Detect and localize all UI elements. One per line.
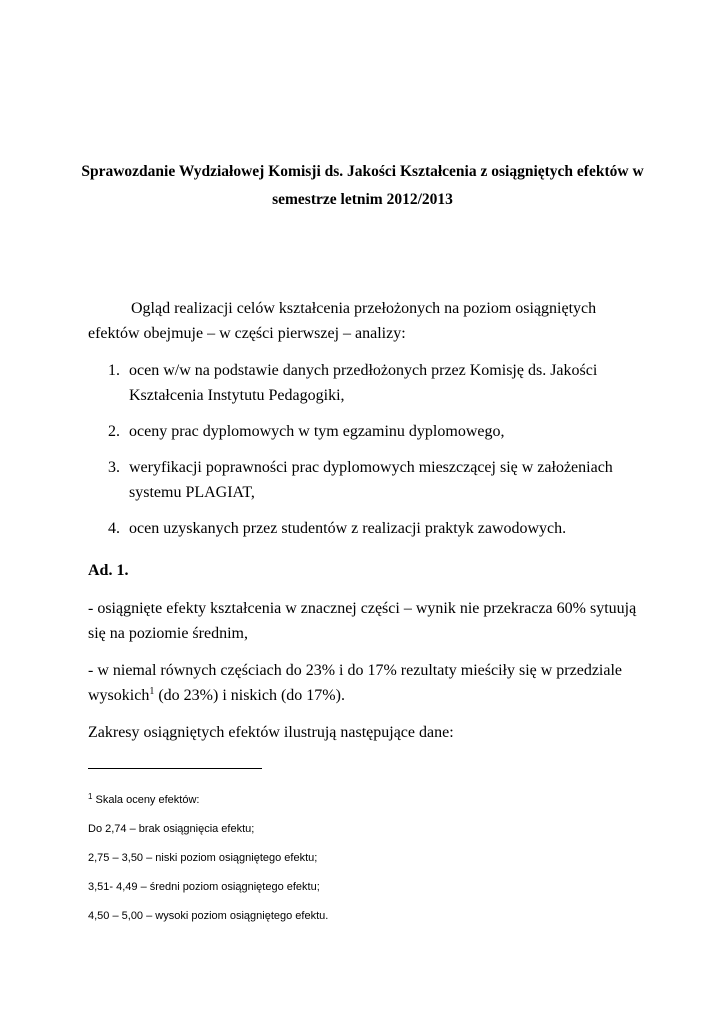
results-paragraph-1: - osiągnięte efekty kształcenia w znacznej części – wynik nie przekracza 60% sytuują się na poziomie średnim,: [88, 600, 637, 642]
list-item-number: 2.: [108, 423, 120, 440]
title-line-2: semestrze letnim 2012/2013: [272, 191, 453, 208]
footnote-title: [88, 793, 648, 807]
list-item-text: ocen uzyskanych przez studentów z realizacji praktyk zawodowych.: [129, 520, 567, 537]
footnote-line: 4,50 – 5,00 – wysoki poziom osiągniętego efektu.: [88, 910, 329, 922]
footnote-line: 3,51- 4,49 – średni poziom osiągniętego efektu;: [88, 881, 320, 893]
list-item-text: oceny prac dyplomowych w tym egzaminu dyplomowego,: [129, 423, 505, 440]
results-paragraph-2: [88, 658, 648, 708]
footnote-line: 2,75 – 3,50 – niski poziom osiągniętego efektu;: [88, 852, 318, 864]
document-title: [60, 158, 665, 214]
footnote-line: Do 2,74 – brak osiągnięcia efektu;: [88, 823, 255, 835]
section-heading: Ad. 1.: [88, 562, 129, 579]
analysis-list: [88, 358, 648, 552]
title-line-1: Sprawozdanie Wydziałowej Komisji ds. Jakości Kształcenia z osiągniętych efektów w: [81, 163, 644, 180]
footnote-reference[interactable]: 1: [149, 686, 155, 697]
list-item-number: 3.: [108, 459, 120, 476]
list-item: [88, 516, 648, 541]
list-item: [88, 419, 648, 444]
intro-text: Ogląd realizacji celów kształcenia przełożonych na poziom osiągniętych efektów obejmuje – w części pierwszej – analizy:: [88, 300, 597, 342]
results-paragraph-3: Zakresy osiągniętych efektów ilustrują następujące dane:: [88, 724, 454, 741]
footnote-mark: 1: [88, 792, 93, 801]
list-item-number: 1.: [108, 362, 120, 379]
list-item-text: ocen w/w na podstawie danych przedłożonych przez Komisję ds. Jakości Kształcenia Instytutu Pedagogiki,: [129, 362, 598, 404]
list-item-text: weryfikacji poprawności prac dyplomowych mieszczącej się w założeniach systemu PLAGIAT,: [129, 459, 613, 501]
paragraph-text: - w niemal równych częściach do 23% i do 17% rezultaty mieściły się w przedziale wysokich: [88, 662, 623, 704]
intro-paragraph: [88, 296, 648, 346]
footnote-title-text: Skala oceny efektów:: [92, 794, 200, 806]
list-item: [88, 358, 648, 408]
list-item: [88, 455, 648, 505]
paragraph-text: (do 23%) i niskich (do 17%).: [154, 687, 345, 704]
footnote-separator: [88, 768, 262, 769]
list-item-number: 4.: [108, 520, 120, 537]
